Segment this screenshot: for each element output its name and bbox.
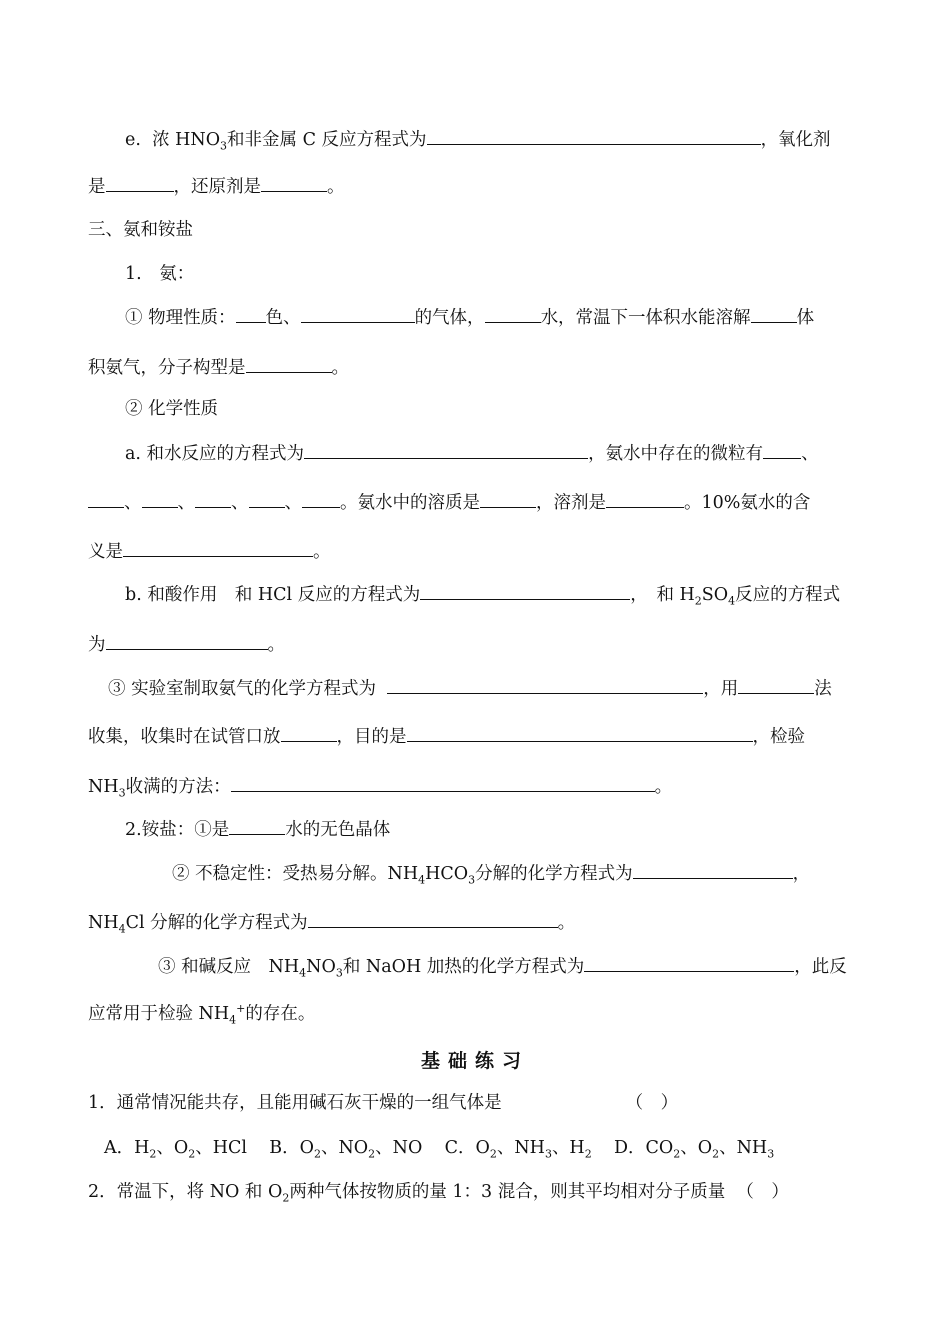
blank-particle[interactable] [142,489,178,508]
q1-options [104,1136,774,1160]
blank-lab-eq[interactable] [387,675,703,694]
blank-nh4cl-eq[interactable] [308,909,558,928]
base-line2: 应常用于检验 $NH_4^+$的存在。 [88,1002,316,1027]
section-heading: 三、氨和铵盐 [88,220,193,240]
blank-shape[interactable] [246,354,332,373]
water-reaction-line3: 义是 。 [88,538,331,564]
blank-nh4hco3-eq[interactable] [633,860,793,879]
blank-solvent[interactable] [606,489,684,508]
q2-stem: 2．常温下，将 NO 和 $O_2$两种气体按物质的量 1：3 混合，则其平均相对分子质量 （ ） [88,1182,789,1205]
lab-line2: 收集，收集时在试管口放 ，目的是 ，检验 [88,723,805,749]
blank-collect-method[interactable] [738,675,814,694]
acid-reaction-line1: b. 和酸作用 和 HCl 反应的方程式为 ， 和 $H_2SO_4$反应的方程式 [125,581,840,607]
chem-heading: ② 化学性质 [125,399,219,419]
blank-particle[interactable] [88,489,124,508]
blank-nh4no3-eq[interactable] [584,953,794,972]
q1-answer-paren[interactable]: （ ） [625,1093,679,1113]
blank-volume[interactable] [751,304,797,323]
ammonia-heading: 1. 氨： [125,264,195,284]
blank-check-method[interactable] [231,773,655,792]
blank-tube-mouth[interactable] [281,723,337,742]
acid-reaction-line2: 为 。 [88,631,285,657]
lab-line1: ③ 实验室制取氨气的化学方程式为 ，用 法 [108,675,832,701]
blank-odor[interactable] [301,304,415,323]
blank-h2so4-eq[interactable] [106,631,268,650]
q1-option-a[interactable]: A．$H_2$、$O_2$、HCl [104,1138,248,1161]
q2-answer-paren[interactable]: （ ） [736,1182,789,1202]
blank-salt-solubility[interactable] [229,816,285,835]
blank-particle[interactable] [302,489,340,508]
blank-hcl-eq[interactable] [420,581,630,600]
q1-option-c[interactable]: C．$O_2$、$NH_3$、$H_2$ [444,1138,592,1161]
blank-solubility[interactable] [485,304,541,323]
q1-stem: 1．通常情况能共存，且能用碱石灰干燥的一组气体是 （ ） [88,1093,679,1113]
blank-water-eq[interactable] [304,440,588,459]
question-e-line2: 是 ，还原剂是 。 [88,173,345,199]
lab-line3: $NH_3$收满的方法： 。 [88,773,672,799]
unstable-line2: $NH_4Cl$ 分解的化学方程式为 。 [88,909,575,935]
water-reaction-line1: a. 和水反应的方程式为 ，氨水中存在的微粒有 、 [125,440,819,466]
blank-particle[interactable] [195,489,231,508]
ammonium-line1: 2.铵盐：①是 水的无色晶体 [125,816,390,842]
blank-meaning[interactable] [123,538,313,557]
blank-solute[interactable] [480,489,536,508]
unstable-line1: ② 不稳定性：受热易分解。$NH_4HCO_3$分解的化学方程式为 ， [172,860,810,886]
blank-particle[interactable] [763,440,801,459]
q1-option-d[interactable]: D．$CO_2$、$O_2$、$NH_3$ [613,1138,775,1161]
blank-oxidizer[interactable] [106,173,174,192]
practice-title: 基础练习 [420,1050,529,1072]
blank-purpose[interactable] [407,723,753,742]
water-reaction-line2: 、 、 、 、 。氨水中的溶质是 ，溶剂是 。10%氨水的含 [88,489,810,515]
question-e-line1: e. 浓 $HNO_3$和非金属 C 反应方程式为 ，氧化剂 [125,126,831,152]
q1-option-b[interactable]: B．$O_2$、$NO_2$、NO [269,1138,423,1161]
phys-line2: 积氨气，分子构型是 。 [88,354,349,380]
blank-equation[interactable] [427,126,761,145]
blank-particle[interactable] [249,489,285,508]
blank-reducer[interactable] [261,173,327,192]
base-line1: ③ 和碱反应 $NH_4NO_3$和 NaOH 加热的化学方程式为 ，此反 [158,953,847,979]
phys-line1: ① 物理性质： 色、 的气体， 水，常温下一体积水能溶解 体 [125,304,814,330]
blank-color[interactable] [236,304,266,323]
